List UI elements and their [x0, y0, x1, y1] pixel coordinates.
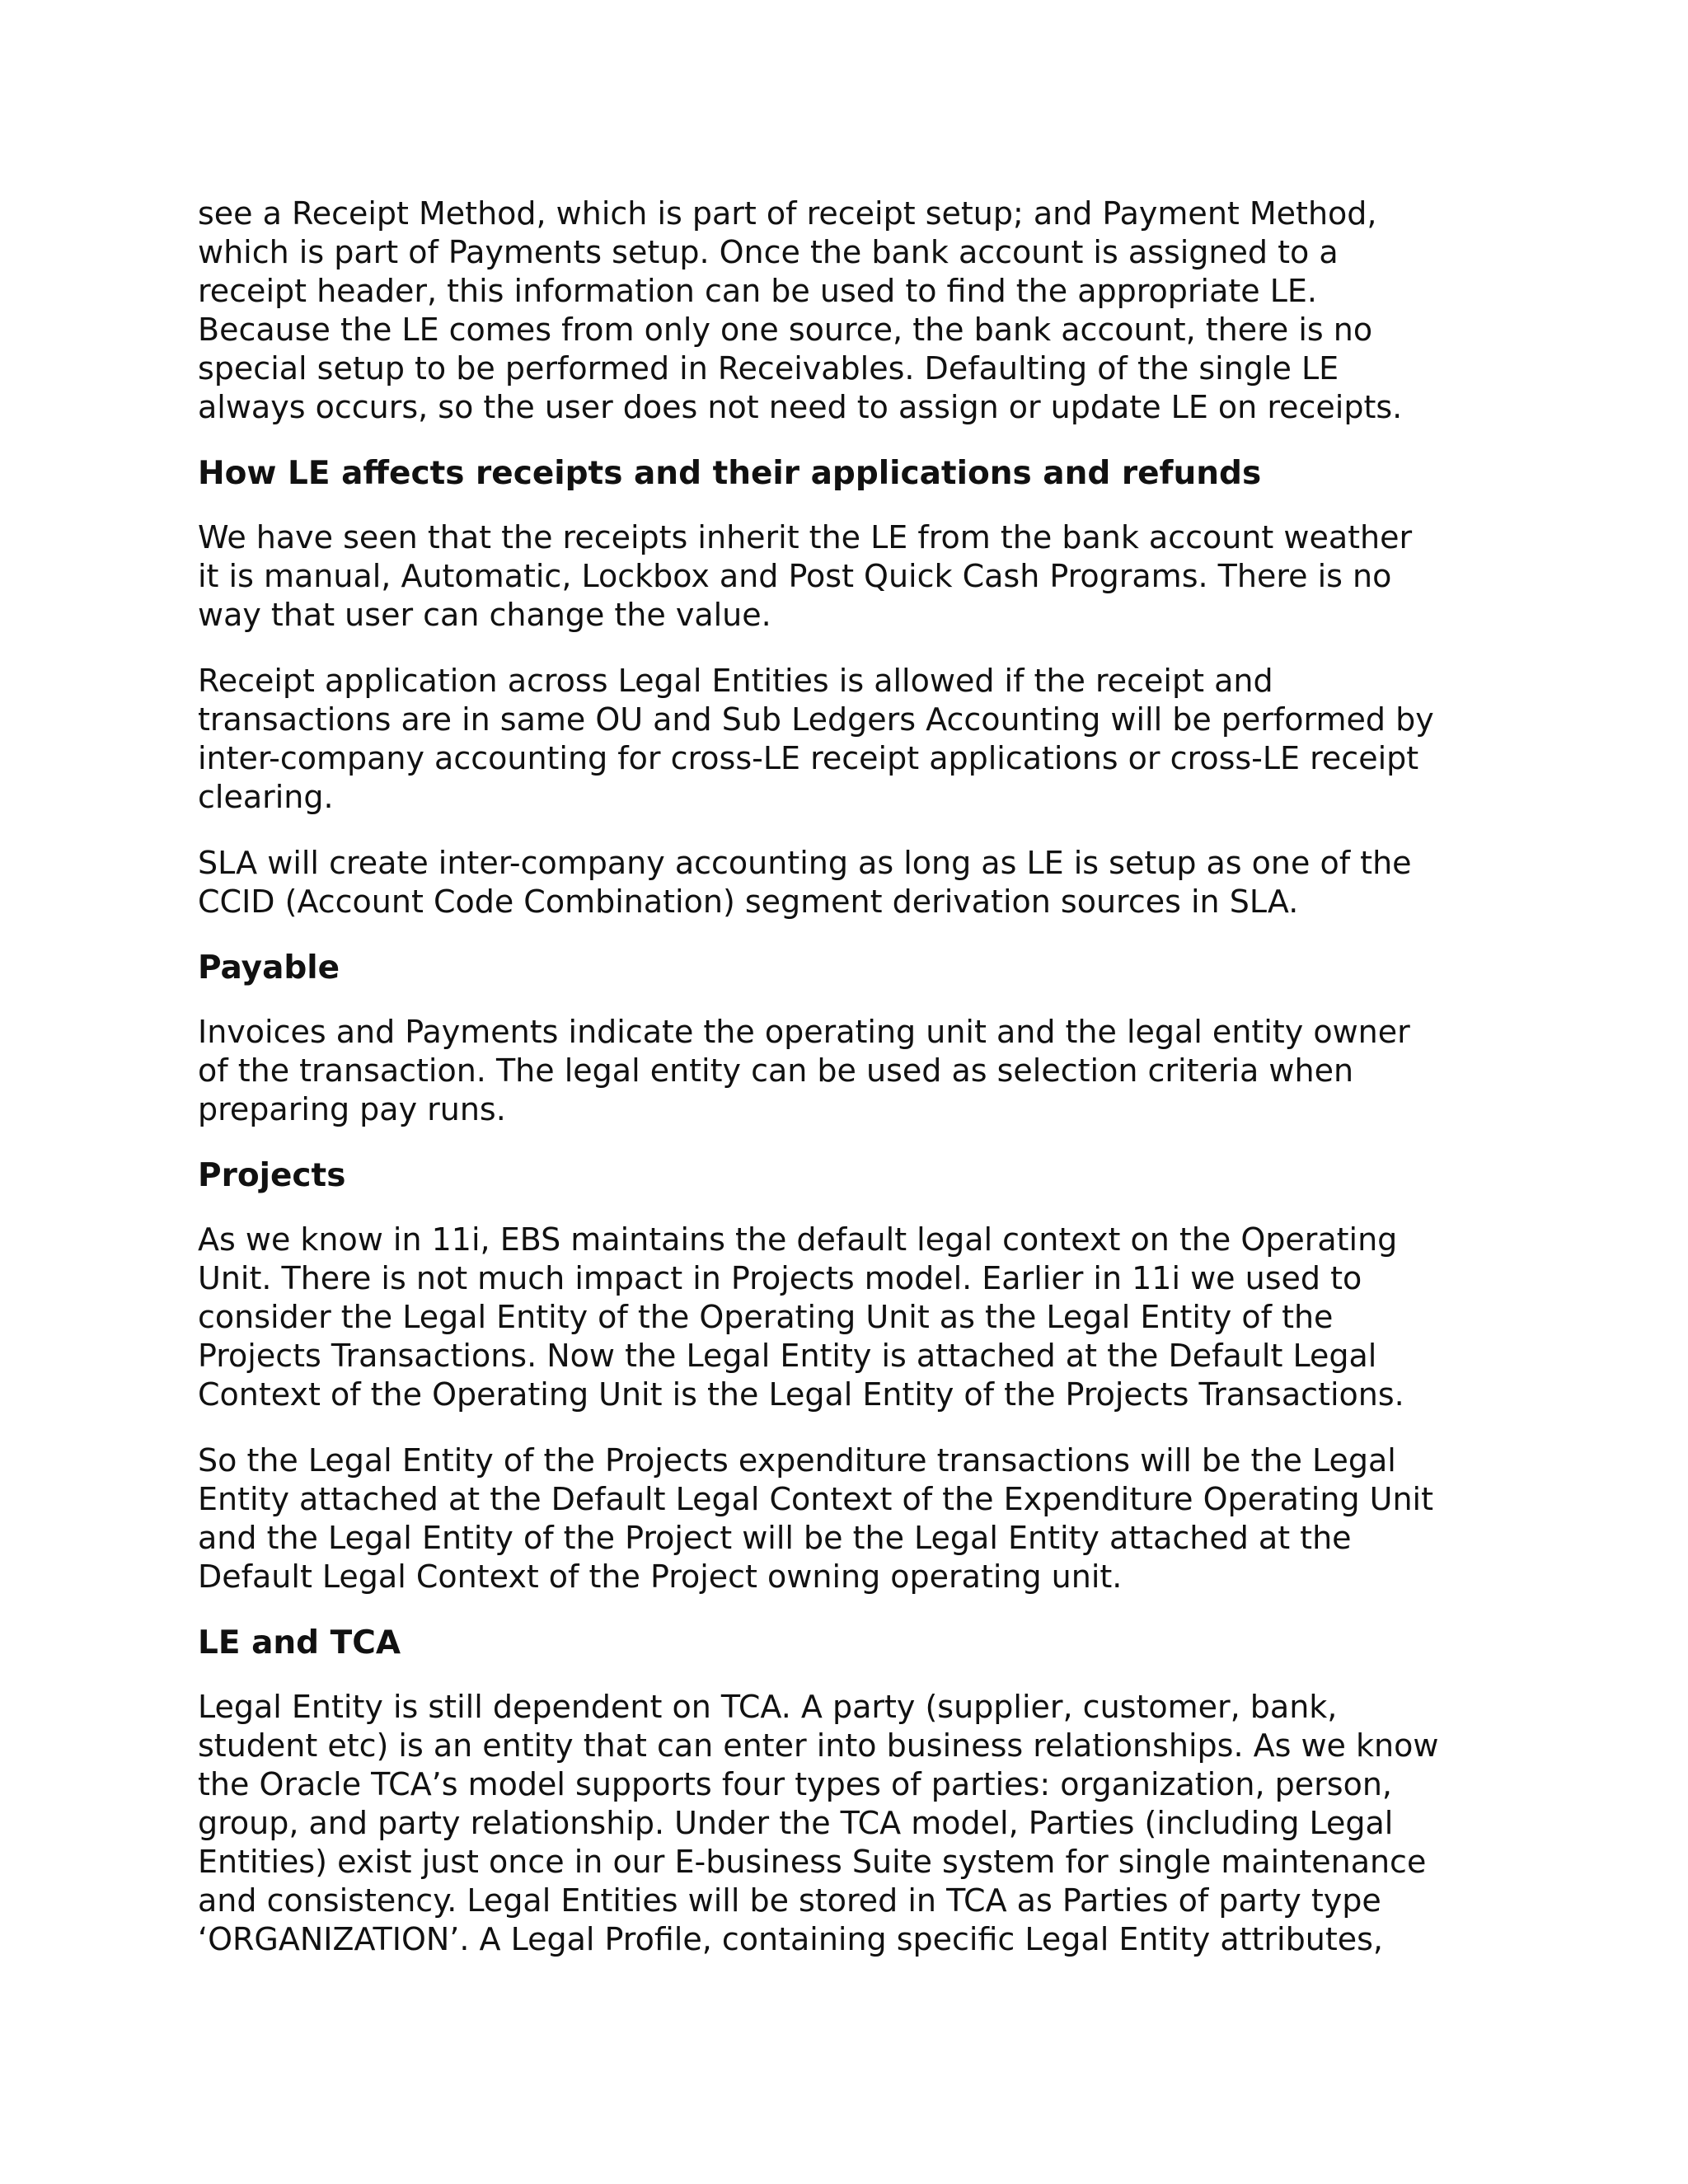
heading-le-and-tca: LE and TCA	[198, 1624, 401, 1661]
paragraph-projects-legal-context: As we know in 11i, EBS maintains the default legal context on the Operating Unit. There is not much impact in Projects model. Earlier in 11i we used to consider the Legal Entity of the Operating Unit as the Legal Entity of the Projects Transactions. Now the Legal Entity is attached at the Default Legal Context of the Operating Unit is the Legal Entity of the Projects Transactions.	[198, 1221, 1404, 1413]
paragraph-sla-intercompany: SLA will create inter-company accounting as long as LE is setup as one of the CCID (Account Code Combination) segment derivation sources in SLA.	[198, 845, 1412, 920]
paragraph-le-tca: Legal Entity is still dependent on TCA. A party (supplier, customer, bank, student etc) is an entity that can enter into business relationships. As we know the Oracle TCA’s model supports four types of parties: organization, person, group, and party relationship. Under the TCA model, Parties (including Legal Entities) exist just once in our E-business Suite system for single maintenance and consistency. Legal Entities will be stored in TCA as Parties of party type ‘ORGANIZATION’. A Legal Profile, containing specific Legal Entity attributes,	[198, 1689, 1439, 1957]
heading-projects: Projects	[198, 1157, 346, 1194]
paragraph-receipts-inherit-le: We have seen that the receipts inherit the LE from the bank account weather it is manual, Automatic, Lockbox and Post Quick Cash Programs. There is no way that user can change the value.	[198, 519, 1413, 633]
paragraph-receipt-application: Receipt application across Legal Entities is allowed if the receipt and transactions are in same OU and Sub Ledgers Accounting will be performed by inter-company accounting for cross-LE receipt applications or cross-LE receipt clearing.	[198, 663, 1434, 815]
document-body	[198, 194, 1500, 1986]
heading-le-affects-receipts: How LE affects receipts and their applications and refunds	[198, 455, 1262, 492]
paragraph-invoices-payments: Invoices and Payments indicate the operating unit and the legal entity owner of the transaction. The legal entity can be used as selection criteria when preparing pay runs.	[198, 1014, 1410, 1127]
paragraph-projects-expenditure: So the Legal Entity of the Projects expenditure transactions will be the Legal Entity attached at the Default Legal Context of the Expenditure Operating Unit and the Legal Entity of the Project will be the Legal Entity attached at the Default Legal Context of the Project owning operating unit.	[198, 1442, 1433, 1595]
paragraph-receipt-method: see a Receipt Method, which is part of receipt setup; and Payment Method, which is part of Payments setup. Once the bank account is assigned to a receipt header, this information can be used to find the appropriate LE. Because the LE comes from only one source, the bank account, there is no special setup to be performed in Receivables. Defaulting of the single LE always occurs, so the user does not need to assign or update LE on receipts.	[198, 195, 1403, 425]
heading-payable: Payable	[198, 949, 340, 987]
